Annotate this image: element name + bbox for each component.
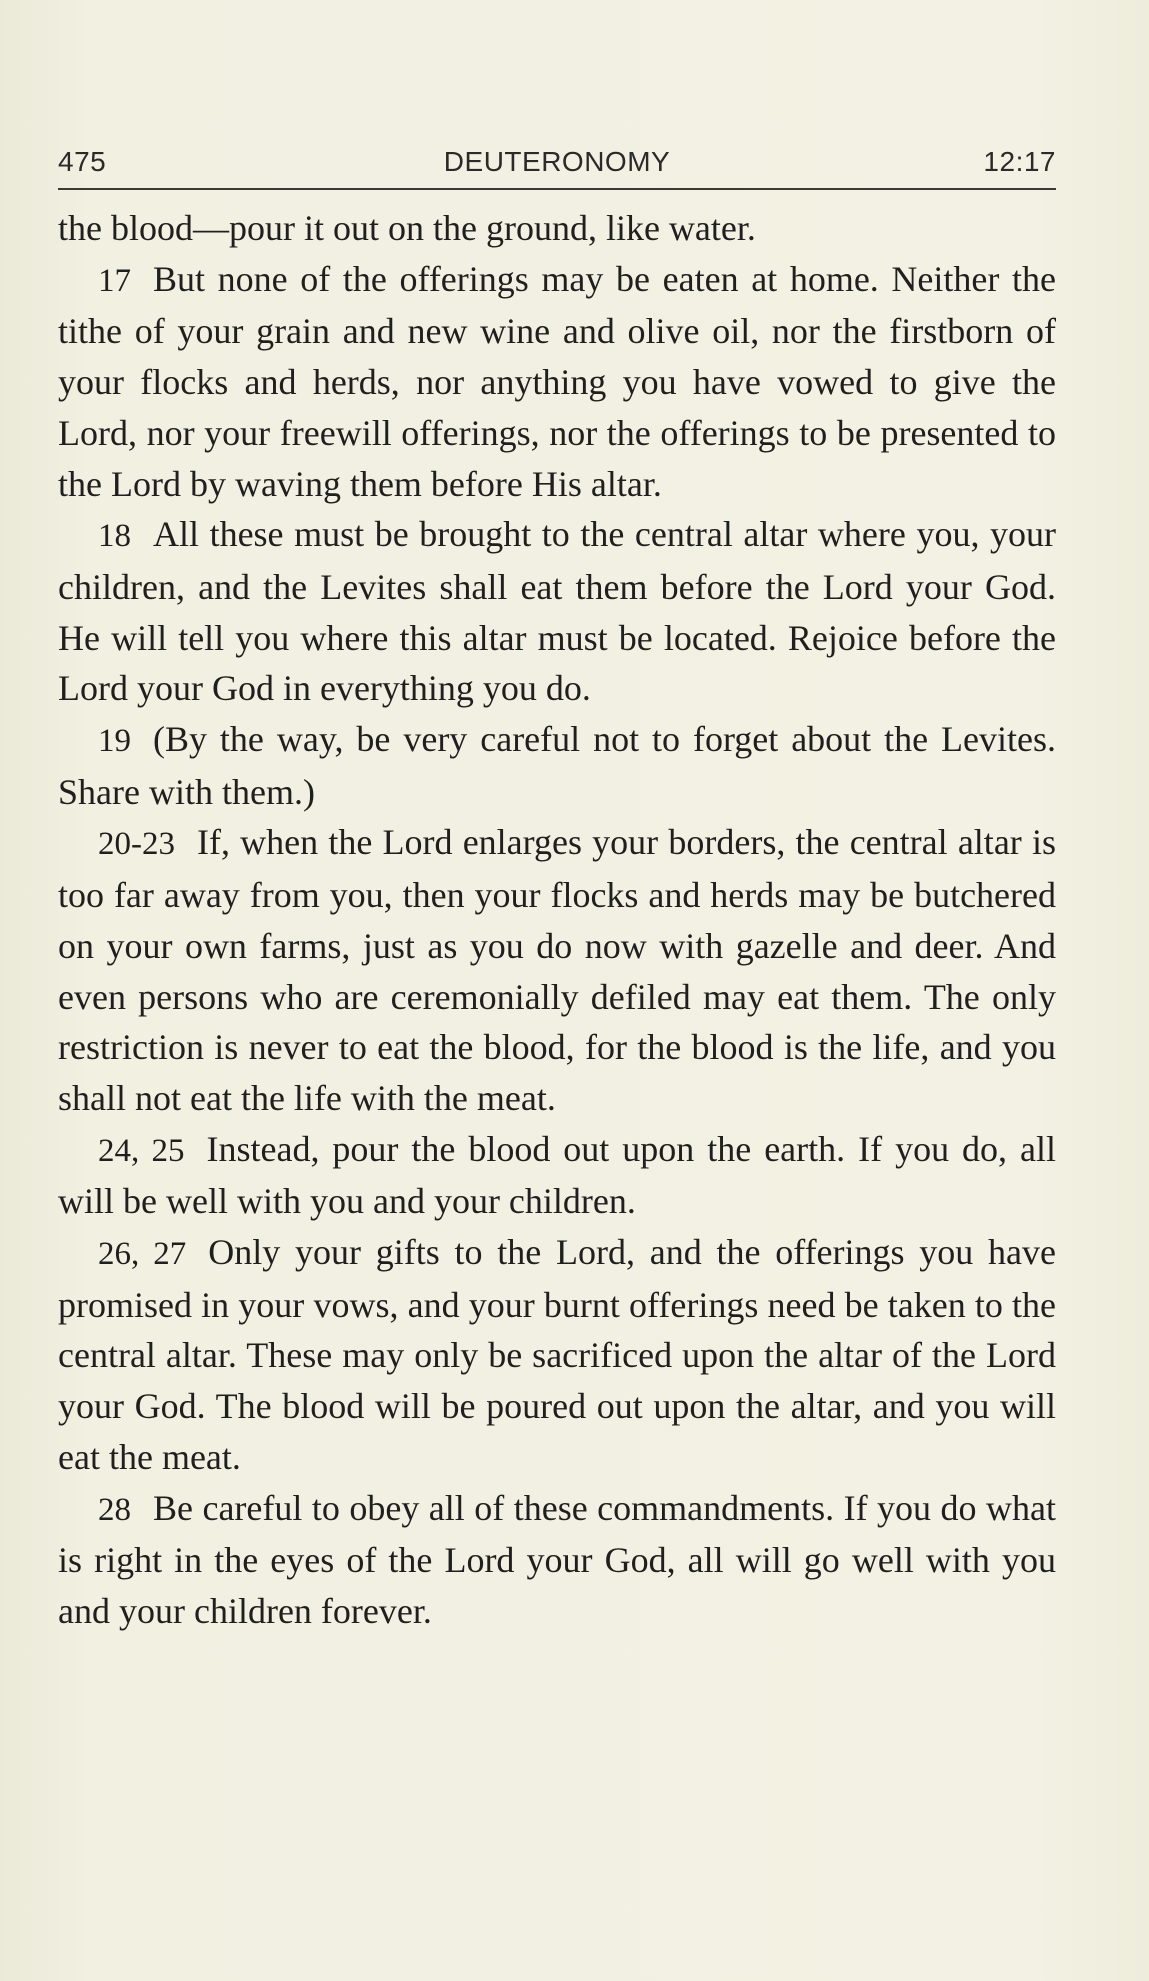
paragraph-continuation <box>58 203 1056 254</box>
verse-text: (By the way, be very careful not to forget about the Levites. Share with them.) <box>58 719 1056 812</box>
verse-paragraph <box>58 1124 1056 1227</box>
paragraph-text: the blood—pour it out on the ground, like water. <box>58 208 756 248</box>
verse-number: 20-23 <box>98 826 175 863</box>
body-text <box>58 203 1056 1637</box>
verse-number: 19 <box>98 723 131 760</box>
verse-number: 26, 27 <box>98 1236 187 1273</box>
verse-text: Be careful to obey all of these commandments. If you do what is right in the eyes of the Lord your God, all will go well with you and your children forever. <box>58 1487 1056 1631</box>
verse-text: All these must be brought to the central altar where you, your children, and the Levites shall eat them before the Lord your God. He will tell you where this altar must be located. Rejoice before the Lord your God in everything you do. <box>58 514 1056 709</box>
verse-paragraph <box>58 509 1056 714</box>
verse-text: But none of the offerings may be eaten at home. Neither the tithe of your grain and new wine and olive oil, nor the firstborn of your flocks and herds, nor anything you have vowed to give the Lord, nor your freewill offerings, nor the offerings to be presented to the Lord by waving them before His altar. <box>58 258 1056 504</box>
book-title: DEUTERONOMY <box>443 146 671 177</box>
verse-text: If, when the Lord enlarges your borders, the central altar is too far away from you, then your flocks and herds may be butchered on your own farms, just as you do now with gazelle and deer. And even persons who are ceremonially defiled may eat them. The only restriction is never to eat the blood, for the blood is the life, and you shall not eat the life with the meat. <box>58 822 1056 1118</box>
verse-number: 17 <box>98 262 131 299</box>
verse-text: Instead, pour the blood out upon the earth. If you do, all will be well with you and your children. <box>58 1128 1056 1222</box>
verse-paragraph <box>58 1227 1056 1483</box>
verse-paragraph <box>58 254 1056 510</box>
verse-number: 24, 25 <box>98 1132 185 1169</box>
verse-paragraph <box>58 1483 1056 1637</box>
header-rule <box>58 188 1056 190</box>
chapter-verse-reference: 12:17 <box>983 146 1056 177</box>
verse-number: 18 <box>98 518 131 555</box>
verse-paragraph <box>58 817 1056 1123</box>
running-header <box>58 146 1056 188</box>
verse-number: 28 <box>98 1491 131 1528</box>
page-number: 475 <box>58 146 107 177</box>
verse-paragraph <box>58 714 1056 817</box>
verse-text: Only your gifts to the Lord, and the offerings you have promised in your vows, and your burnt offerings need be taken to the central altar. These may only be sacrificed upon the altar of the Lord your God. The blood will be poured out upon the altar, and you will eat the meat. <box>58 1232 1057 1477</box>
